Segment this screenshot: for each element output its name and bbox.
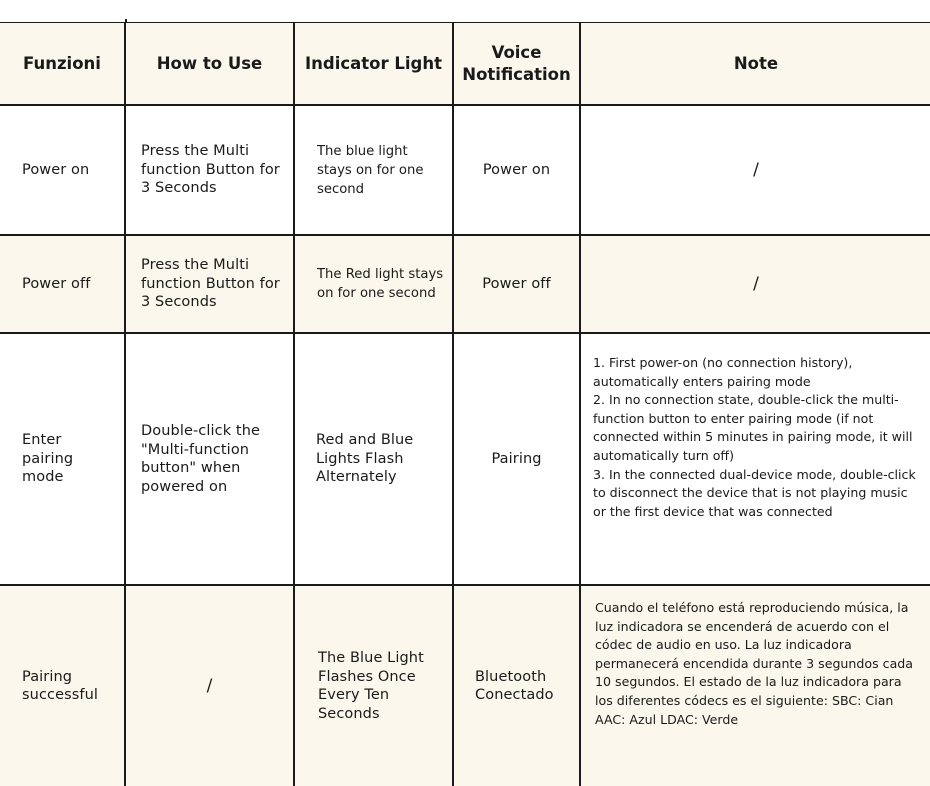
header-voice-notification: Voice Notification — [454, 23, 581, 104]
note-item: 2. In no connection state, double-click the multi-function button to enter pairing mode (if not connected within 5 minutes in pairing mode, it will automatically turn off) — [593, 392, 913, 463]
cell-voice-notification: Pairing — [454, 334, 581, 584]
cell-indicator-light: Red and Blue Lights Flash Alternately — [295, 334, 454, 584]
cell-function: Enter pairing mode — [0, 334, 126, 584]
cell-voice-notification: Power on — [454, 106, 581, 234]
cell-function: Power on — [0, 106, 126, 234]
cell-indicator-light: The Red light stays on for one second — [295, 236, 454, 332]
table-row — [0, 334, 930, 586]
cell-how-to-use: Press the Multi function Button for 3 Seconds — [126, 236, 295, 332]
cell-indicator-light: The blue light stays on for one second — [295, 106, 454, 234]
note-item: 1. First power-on (no connection history), automatically enters pairing mode — [593, 355, 853, 389]
cell-how-to-use: Press the Multi function Button for 3 Seconds — [126, 106, 295, 234]
header-note: Note — [733, 53, 779, 73]
table-row — [0, 236, 930, 334]
cell-note: / — [753, 273, 759, 294]
header-indicator-light: Indicator Light — [295, 23, 454, 104]
table-row — [0, 106, 930, 236]
cell-how-to-use: Double-click the "Multi-function button" when powered on — [126, 334, 295, 584]
cell-how-to-use: / — [126, 586, 295, 786]
cell-indicator-light: The Blue Light Flashes Once Every Ten Seconds — [295, 586, 454, 786]
note-item: 3. In the connected dual-device mode, double-click to disconnect the device that is not playing music or the first device that was connected — [593, 466, 916, 519]
cell-function: Pairing successful — [0, 586, 126, 786]
cell-note: / — [753, 159, 759, 180]
header-how-to-use: How to Use — [126, 23, 295, 104]
table-row — [0, 586, 930, 786]
cell-function: Power off — [0, 236, 126, 332]
cell-voice-notification: Bluetooth Conectado — [454, 586, 581, 786]
note-list — [593, 354, 919, 521]
cell-voice-notification: Power off — [454, 236, 581, 332]
header-funzioni: Funzioni — [0, 23, 126, 104]
cell-note — [581, 334, 930, 584]
cell-note: Cuando el teléfono está reproduciendo música, la luz indicadora se encenderá de acuerdo con el códec de audio en uso. La luz indicadora permanecerá encendida durante 3 segundos cada 10 segundos. El estado de la luz indicadora para los diferentes códecs es el siguiente: SBC: Cian AAC: Azul LDAC: Verde — [595, 600, 914, 727]
table-header-row — [0, 23, 930, 106]
